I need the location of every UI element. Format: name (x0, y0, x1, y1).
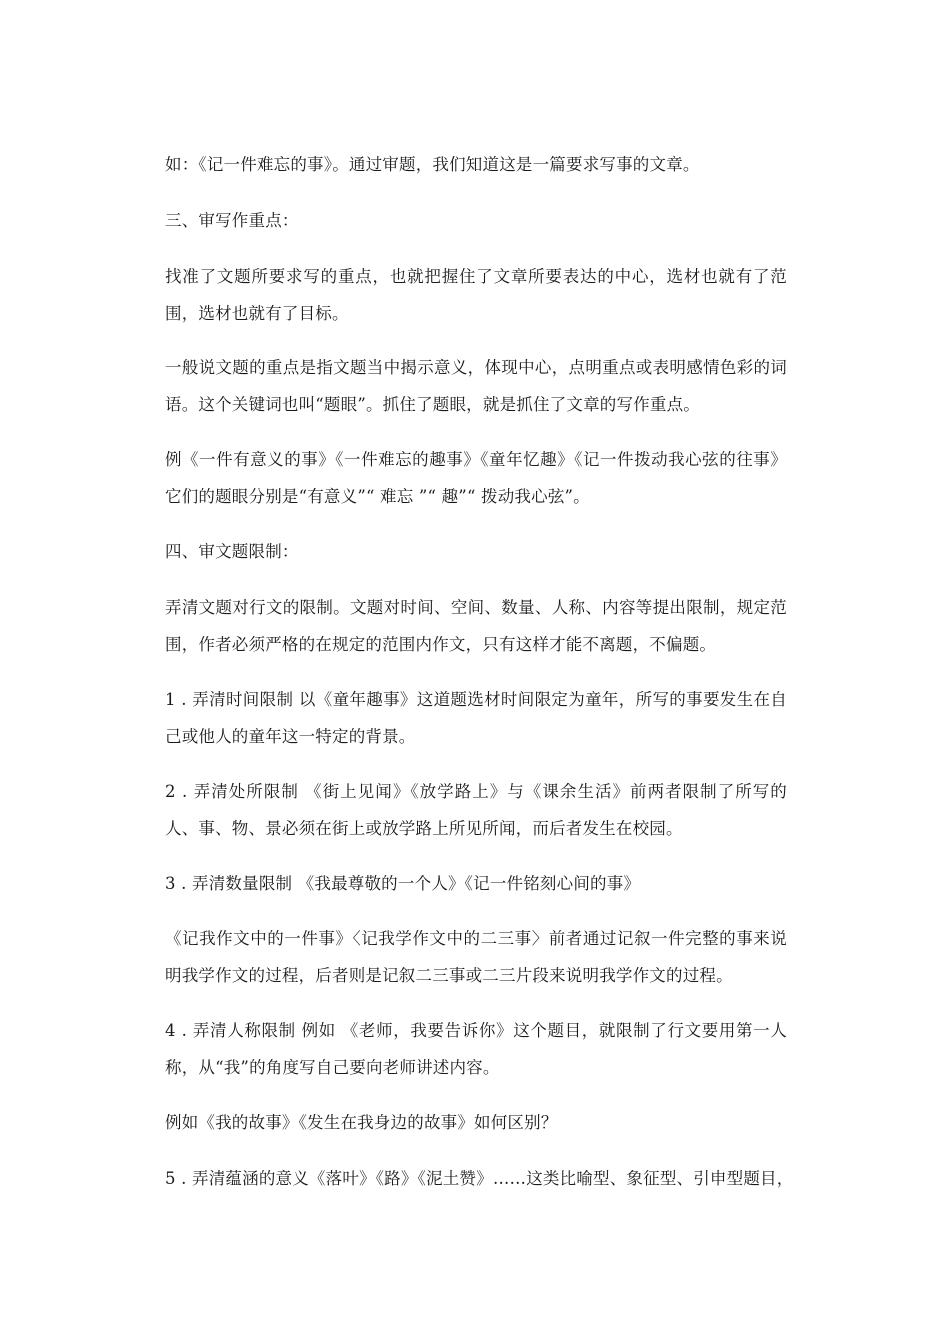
paragraph-focus-intro: 找准了文题所要求写的重点，也就把握住了文章所要表达的中心，选材也就有了范围，选材也就有了目标。 (165, 267, 787, 323)
paragraph-quantity-limit: 3 . 弄清数量限制 《我最尊敬的一个人》《记一件铭刻心间的事》 (165, 874, 641, 893)
paragraph-limits-intro: 弄清文题对行文的限制。文题对时间、空间、数量、人称、内容等提出限制，规定范围，作者必须严格的在规定的范围内作文，只有这样才能不离题，不偏题。 (165, 598, 787, 654)
paragraph-meaning-limit: 5 . 弄清蕴涵的意义《落叶》《路》《泥土赞》……这类比喻型、象征型、引申型题目， (165, 1169, 794, 1188)
paragraph-time-limit: 1 . 弄清时间限制 以《童年趣事》这道题选材时间限定为童年，所写的事要发生在自己或他人的童年这一特定的背景。 (165, 690, 787, 746)
paragraph-quantity-examples: 《记我作文中的一件事》〈记我学作文中的二三事〉前者通过记叙一件完整的事来说明我学作文的过程，后者则是记叙二三事或二三片段来说明我学作文的过程。 (165, 929, 787, 985)
paragraph-place-limit: 2 . 弄清处所限制 《街上见闻》《放学路上》与《课余生活》前两者限制了所写的人、事、物、景必须在街上或放学路上所见所闻，而后者发生在校园。 (165, 782, 787, 838)
paragraph-person-limit: 4 . 弄清人称限制 例如 《老师，我要告诉你》这个题目，就限制了行文要用第一人称，从“我”的角度写自己要向老师讲述内容。 (165, 1021, 787, 1077)
paragraph-focus-explanation: 一般说文题的重点是指文题当中揭示意义，体现中心，点明重点或表明感情色彩的词语。这个关键词也叫“题眼”。抓住了题眼，就是抓住了文章的写作重点。 (165, 358, 787, 414)
paragraph-focus-examples: 例《一件有意义的事》《一件难忘的趣事》《童年忆趣》《记一件拨动我心弦的往事》它们的题眼分别是“有意义”“ 难忘 ”“ 趣”“ 拨动我心弦”。 (165, 450, 787, 506)
heading-section-four: 四、审文题限制： (165, 542, 299, 561)
paragraph-example-title: 如：《记一件难忘的事》。通过审题，我们知道这是一篇要求写事的文章。 (165, 155, 700, 174)
paragraph-person-example: 例如《我的故事》《发生在我身边的故事》如何区别？ (165, 1113, 558, 1132)
heading-section-three: 三、审写作重点： (165, 211, 299, 230)
